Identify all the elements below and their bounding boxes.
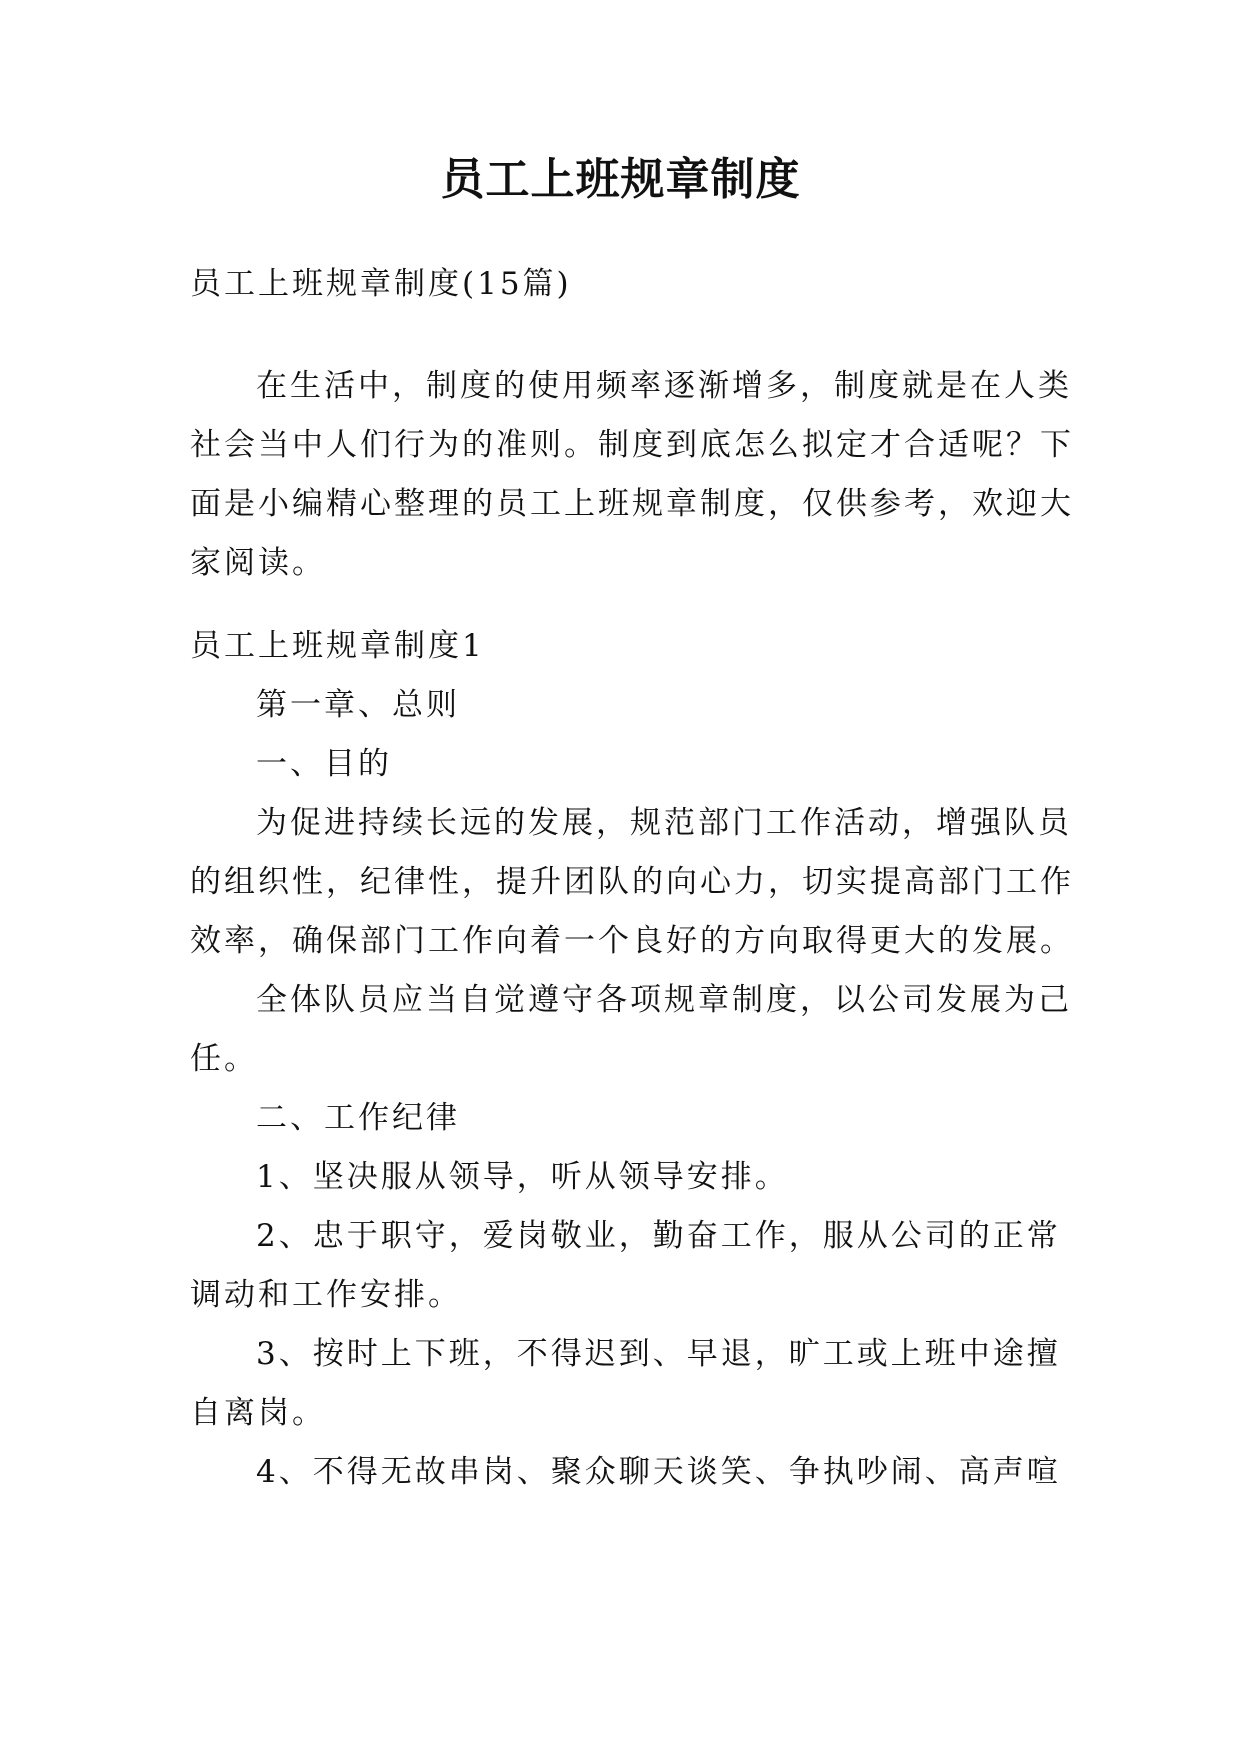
rule-item: 3、按时上下班，不得迟到、早退，旷工或上班中途擅	[256, 1336, 1061, 1372]
rule-item-continuation: 调动和工作安排。	[190, 1277, 462, 1313]
chapter-heading: 第一章、总则	[256, 687, 460, 723]
rule-item: 4、不得无故串岗、聚众聊天谈笑、争执吵闹、高声喧	[256, 1454, 1061, 1490]
intro-line: 社会当中人们行为的准则。制度到底怎么拟定才合适呢？下	[190, 427, 1074, 463]
intro-line: 家阅读。	[190, 545, 326, 581]
rule-item: 2、忠于职守，爱岗敬业，勤奋工作，服从公司的正常	[256, 1218, 1061, 1254]
purpose-heading: 一、目的	[256, 746, 392, 782]
discipline-heading: 二、工作纪律	[256, 1100, 460, 1136]
purpose-line: 为促进持续长远的发展，规范部门工作活动，增强队员	[256, 805, 1072, 841]
intro-line: 在生活中，制度的使用频率逐渐增多，制度就是在人类	[256, 368, 1072, 404]
intro-paragraph	[190, 357, 1074, 593]
section-title: 员工上班规章制度1	[190, 628, 485, 664]
compliance-line: 任。	[190, 1041, 258, 1077]
intro-line: 面是小编精心整理的员工上班规章制度，仅供参考，欢迎大	[190, 486, 1074, 522]
document-subtitle	[190, 255, 1065, 314]
document-title: 员工上班规章制度	[440, 154, 801, 205]
subtitle-line: 员工上班规章制度(15篇)	[190, 266, 572, 302]
rule-item-continuation: 自离岗。	[190, 1395, 326, 1431]
purpose-line: 的组织性，纪律性，提升团队的向心力，切实提高部门工作	[190, 864, 1074, 900]
compliance-line: 全体队员应当自觉遵守各项规章制度，以公司发展为己	[256, 982, 1072, 1018]
purpose-line: 效率，确保部门工作向着一个良好的方向取得更大的发展。	[190, 923, 1074, 959]
rule-item: 1、坚决服从领导，听从领导安排。	[256, 1159, 789, 1195]
section-body	[190, 617, 1074, 1502]
